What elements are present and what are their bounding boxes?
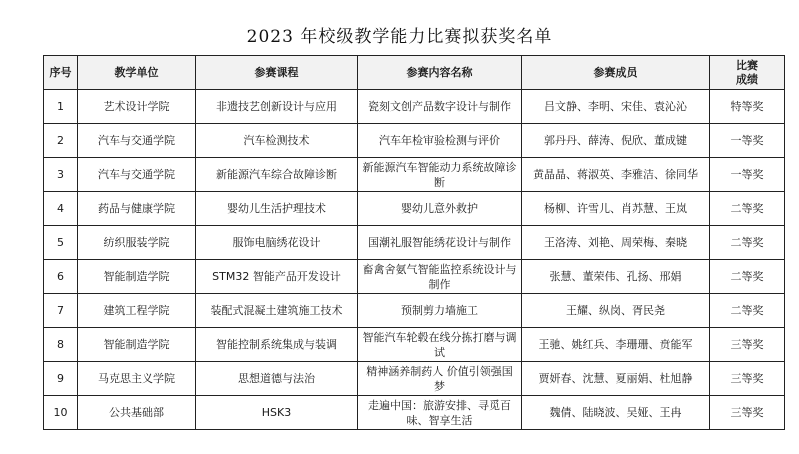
table-body bbox=[44, 90, 785, 430]
cell-award: 二等奖 bbox=[710, 260, 785, 294]
table-row bbox=[44, 328, 785, 362]
cell-members: 杨柳、许雪儿、肖苏慧、王岚 bbox=[522, 192, 710, 226]
cell-course: 婴幼儿生活护理技术 bbox=[196, 192, 358, 226]
cell-index: 3 bbox=[44, 158, 78, 192]
table-row bbox=[44, 294, 785, 328]
cell-unit: 纺织服装学院 bbox=[78, 226, 196, 260]
cell-content: 瓷刻文创产品数字设计与制作 bbox=[358, 90, 522, 124]
cell-index: 5 bbox=[44, 226, 78, 260]
cell-course: STM32 智能产品开发设计 bbox=[196, 260, 358, 294]
cell-members: 王驰、姚红兵、李珊珊、贲能军 bbox=[522, 328, 710, 362]
header-content: 参赛内容名称 bbox=[358, 56, 522, 90]
table-row bbox=[44, 158, 785, 192]
cell-award: 二等奖 bbox=[710, 294, 785, 328]
cell-index: 10 bbox=[44, 396, 78, 430]
cell-unit: 汽车与交通学院 bbox=[78, 158, 196, 192]
cell-course: 新能源汽车综合故障诊断 bbox=[196, 158, 358, 192]
header-members: 参赛成员 bbox=[522, 56, 710, 90]
table-row bbox=[44, 362, 785, 396]
table-row bbox=[44, 226, 785, 260]
cell-unit: 建筑工程学院 bbox=[78, 294, 196, 328]
cell-members: 王洛涛、刘艳、周荣梅、秦晓 bbox=[522, 226, 710, 260]
document-title: 2023 年校级教学能力比赛拟获奖名单 bbox=[246, 27, 553, 47]
cell-course: 思想道德与法治 bbox=[196, 362, 358, 396]
cell-course: 非遗技艺创新设计与应用 bbox=[196, 90, 358, 124]
cell-course: 汽车检测技术 bbox=[196, 124, 358, 158]
cell-members: 郭丹丹、薛涛、倪欣、董成键 bbox=[522, 124, 710, 158]
cell-content: 新能源汽车智能动力系统故障诊断 bbox=[358, 158, 522, 192]
table-row bbox=[44, 192, 785, 226]
cell-members: 黄晶晶、蒋淑英、李雅洁、徐同华 bbox=[522, 158, 710, 192]
cell-course: HSK3 bbox=[196, 396, 358, 430]
cell-members: 王耀、纵岗、胥民尧 bbox=[522, 294, 710, 328]
cell-index: 9 bbox=[44, 362, 78, 396]
cell-index: 2 bbox=[44, 124, 78, 158]
cell-unit: 药品与健康学院 bbox=[78, 192, 196, 226]
cell-unit: 智能制造学院 bbox=[78, 260, 196, 294]
header-award bbox=[710, 56, 785, 90]
cell-members: 贾妍春、沈慧、夏丽娟、杜旭静 bbox=[522, 362, 710, 396]
cell-course: 智能控制系统集成与装调 bbox=[196, 328, 358, 362]
cell-content: 汽车年检审验检测与评价 bbox=[358, 124, 522, 158]
cell-unit: 艺术设计学院 bbox=[78, 90, 196, 124]
table-row bbox=[44, 396, 785, 430]
award-list-table bbox=[43, 55, 785, 430]
cell-index: 8 bbox=[44, 328, 78, 362]
cell-award: 三等奖 bbox=[710, 362, 785, 396]
header-course: 参赛课程 bbox=[196, 56, 358, 90]
cell-course: 服饰电脑绣花设计 bbox=[196, 226, 358, 260]
cell-award: 特等奖 bbox=[710, 90, 785, 124]
cell-content: 预制剪力墙施工 bbox=[358, 294, 522, 328]
cell-content: 智能汽车轮毂在线分拣打磨与调试 bbox=[358, 328, 522, 362]
cell-index: 1 bbox=[44, 90, 78, 124]
cell-content: 精神涵养制药人 价值引领强国梦 bbox=[358, 362, 522, 396]
cell-members: 魏倩、陆晓波、吴娅、王冉 bbox=[522, 396, 710, 430]
cell-award: 三等奖 bbox=[710, 396, 785, 430]
cell-unit: 智能制造学院 bbox=[78, 328, 196, 362]
table-header-row bbox=[44, 56, 785, 90]
table-row bbox=[44, 90, 785, 124]
cell-index: 6 bbox=[44, 260, 78, 294]
cell-award: 三等奖 bbox=[710, 328, 785, 362]
cell-index: 4 bbox=[44, 192, 78, 226]
cell-index: 7 bbox=[44, 294, 78, 328]
cell-unit: 公共基础部 bbox=[78, 396, 196, 430]
cell-unit: 汽车与交通学院 bbox=[78, 124, 196, 158]
header-unit: 教学单位 bbox=[78, 56, 196, 90]
header-award-line1: 比赛 bbox=[736, 58, 758, 72]
cell-content: 婴幼儿意外救护 bbox=[358, 192, 522, 226]
cell-award: 二等奖 bbox=[710, 226, 785, 260]
header-index: 序号 bbox=[44, 56, 78, 90]
header-award-line2: 成绩 bbox=[736, 72, 758, 86]
table-row bbox=[44, 260, 785, 294]
cell-award: 二等奖 bbox=[710, 192, 785, 226]
cell-members: 张慧、董荣伟、孔扬、邢娟 bbox=[522, 260, 710, 294]
table-row bbox=[44, 124, 785, 158]
cell-award: 一等奖 bbox=[710, 158, 785, 192]
cell-content: 畜禽舍氨气智能监控系统设计与制作 bbox=[358, 260, 522, 294]
cell-award: 一等奖 bbox=[710, 124, 785, 158]
cell-content: 国潮礼服智能绣花设计与制作 bbox=[358, 226, 522, 260]
cell-content: 走遍中国：旅游安排、寻觅百味、智享生活 bbox=[358, 396, 522, 430]
cell-course: 装配式混凝土建筑施工技术 bbox=[196, 294, 358, 328]
cell-members: 吕文静、李明、宋佳、袁沁沁 bbox=[522, 90, 710, 124]
cell-unit: 马克思主义学院 bbox=[78, 362, 196, 396]
